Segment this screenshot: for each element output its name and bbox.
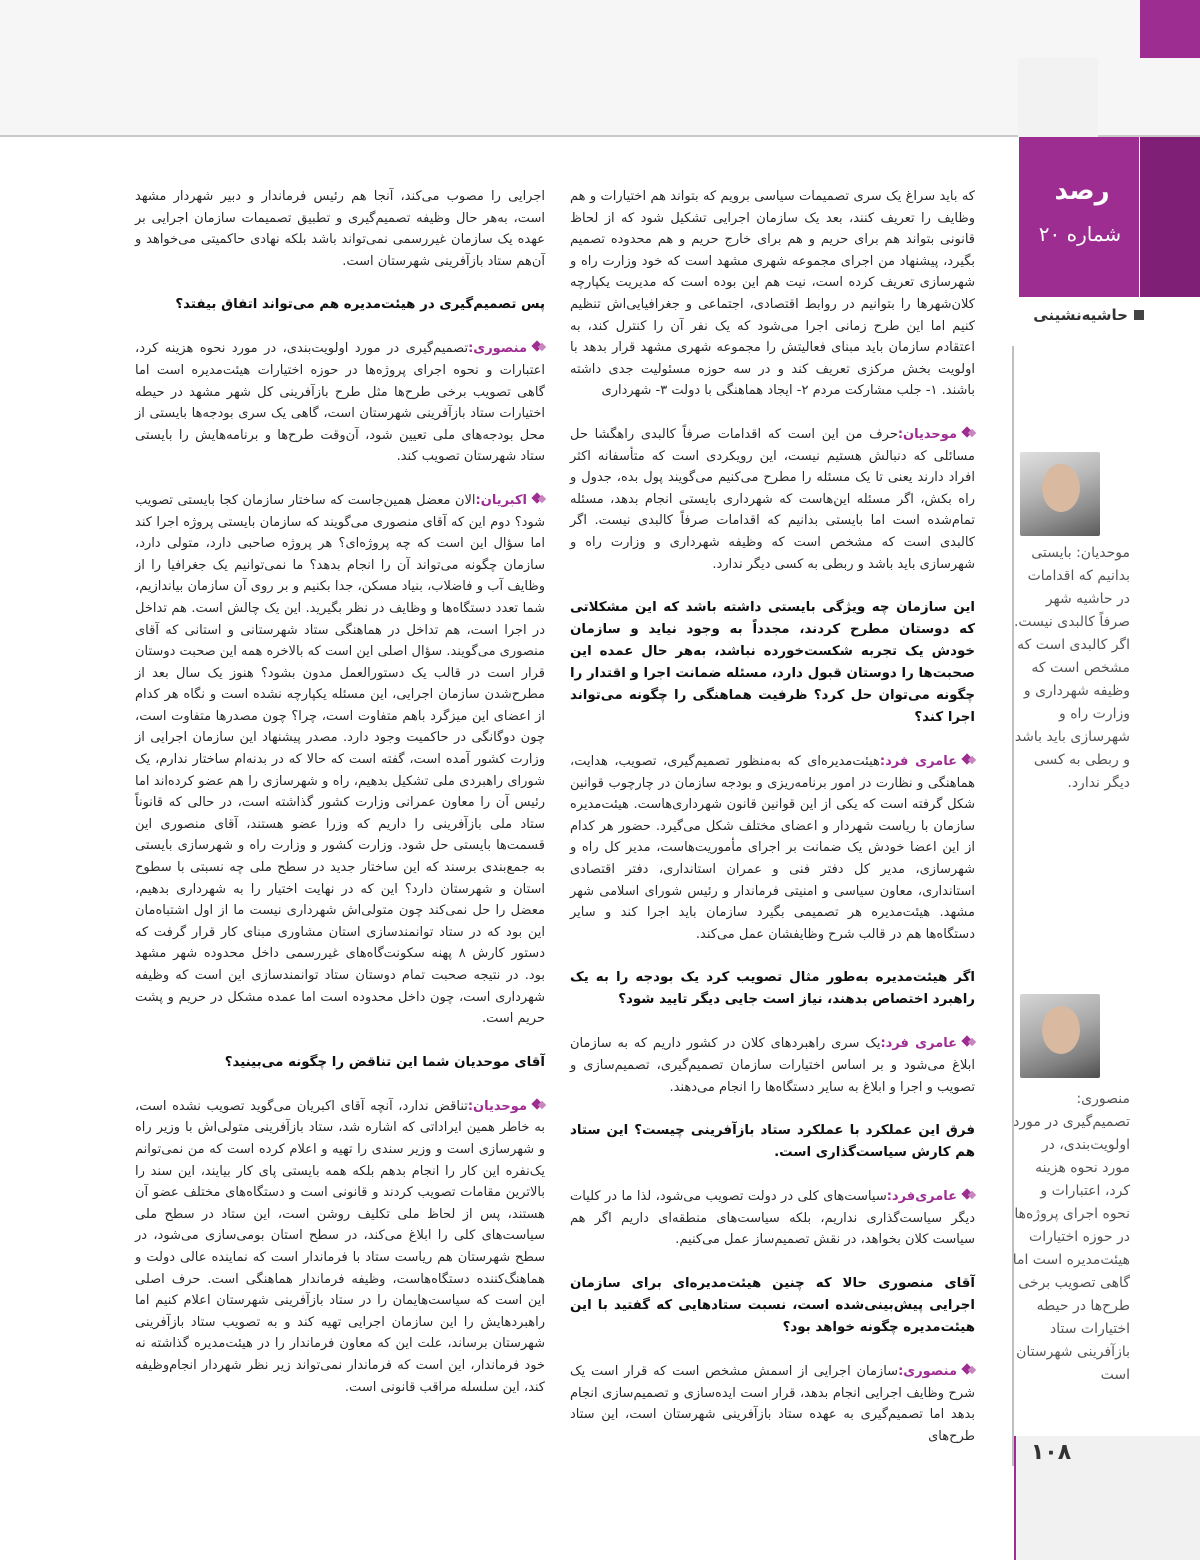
speaker-name: منصوری:	[898, 1364, 957, 1379]
diamond-bullet-icon	[963, 427, 975, 439]
speaker-paragraph	[570, 1186, 975, 1251]
section-tag	[1033, 306, 1144, 324]
header-accent-bar	[1140, 0, 1200, 58]
speech-text: تصمیم‌گیری در مورد اولویت‌بندی، در مورد نحوه هزینه کرد، اعتبارات و نحوه اجرای پروژه‌ها در حوزه اختیارات هیئت‌مدیره است اما گاهی تصویب برخی طرح‌ها مثل طرح بازآفرینی کل شهر مشهد در حیطه اختیارات ستاد بازآفرینی شهرستان است، گاهی یک سری بودجه‌ها بایستی از محل بودجه‌های ملی تعیین شود، آن‌وقت طرح‌ها و برنامه‌هایش را بایستی ستاد شهرستان تصویب کند.	[135, 341, 545, 465]
speaker-paragraph	[570, 751, 975, 945]
interview-question: آقای موحدیان شما این تناقض را چگونه می‌بینید؟	[224, 1054, 545, 1070]
diamond-bullet-icon	[963, 1036, 975, 1048]
interview-question: این سازمان چه ویژگی بایستی داشته باشد که این مشکلاتی که دوستان مطرح کردند، مجدداً به وجود نیاید و سازمان خودش یک تجربه شکست‌خورده نباشد، به‌هر حال عمده این صحبت‌ها را دوستان قبول دارد، مسئله ضمانت اجرا و اقتدار را چگونه می‌توان حل کرد؟ ظرفیت هماهنگی را چگونه می‌تواند اجرا کند؟	[570, 600, 975, 726]
page-number: ۱۰۸	[1030, 1440, 1072, 1465]
body-paragraph: اجرایی را مصوب می‌کند، آنجا هم رئیس فرماندار و دبیر شهردار مشهد است، به‌هر حال وظیفه تصمیم‌گیری و تطبیق تصمیمات سازمان اجرایی بر عهده یک سازمان غیررسمی نمی‌تواند باشد بلکه نهادی حاکمیتی می‌خواهد و آن‌هم ستاد بازآفرینی شهرستان است.	[135, 189, 545, 269]
speaker-paragraph	[570, 424, 975, 575]
article-column-right	[570, 186, 975, 1469]
header-corner-block	[1018, 58, 1098, 138]
diamond-bullet-icon	[963, 1189, 975, 1201]
speaker-name: اکبریان:	[475, 492, 527, 508]
speaker-paragraph	[570, 1361, 975, 1447]
speaker-name: عامری‌فرد:	[886, 1189, 957, 1205]
speaker-paragraph	[135, 1096, 545, 1398]
speaker-name: عامری فرد:	[879, 754, 957, 770]
speaker-name: موحدیان:	[467, 1098, 527, 1114]
section-tag-label: حاشیه‌نشینی	[1033, 306, 1128, 324]
speech-text: سازمان اجرایی از اسمش مشخص است که قرار است یک شرح وظایف اجرایی انجام بدهد، قرار است ایده‌سازی و تصمیم‌سازی انجام بدهد اما تصمیم‌گیری به عهده ستاد بازآفرینی شهرستان است، این ستاد طرح‌های	[570, 1364, 975, 1444]
speaker-paragraph	[135, 338, 545, 468]
portrait-photo-mansouri	[1020, 994, 1100, 1078]
speech-text: سیاست‌های کلی در دولت تصویب می‌شود، لذا ما در کلیات دیگر سیاست‌گذاری نداریم، بلکه سیاست‌های منطقه‌ای داریم اگر هم سیاست کلان بخواهد، در نقش تصمیم‌ساز عمل می‌کنیم.	[570, 1189, 975, 1248]
speech-text: الان معضل همین‌جاست که ساختار سازمان کجا بایستی تصویب شود؟ دوم این که آقای منصوری می‌گویند که سازمان بایستی پروژه اجرا کند اما سؤال این است که چه پروژه‌ای؟ هر پروژه صاحبی دارد، متولی دارد، سازمان چگونه می‌تواند آن را انجام بدهد؟ ما نمی‌توانیم یک جغرافیا را از وظایف آب و فاضلاب، بنیاد مسکن، جدا بکنیم و بر روی آن سازمان بیاندازیم، شما تعدد دستگاه‌ها و وظایف در نظر بگیرید. این یک چالش است. هم تداخل در اجرا است، هم تداخل در هماهنگی ستاد شهرستانی و استانی که آقای منصوری می‌گویند. سؤال اصلی این است که بالاخره همه این صحبت دوستان قرار است در قالب یک دستورالعمل مدون بشود؟ هنوز یک سال بعد از مطرح‌شدن سازمان اجرایی، این مسئله یکپارچه نشده است و نگاه هر کدام از اعضای این میزگرد باهم متفاوت است، چرا؟ چون مصدرها متفاوت است، چون دوگانگی در حاکمیت وجود دارد. مصدر پیشنهاد این سازمان اجرایی از وزارت کشور آمده است، گفته است که حالا که در بدنه‌ام ساختار ندارم، یک شورای راهبردی ملی تشکیل بدهیم، راه و شهرسازی را هم عضو کرده‌اند اما رئیس آن را معاون عمرانی وزارت کشور گذاشته است، در حالی که قانوناً ستاد ملی بازآفرینی را داریم که وزرا عضو هستند، آقای منصوری این قسمت‌ها بایستی حل شود. وزارت کشور و وزارت راه و شهرسازی بایستی به جمع‌بندی برسند که این ساختار جدید در سطح ملی چه نسبتی با سطوح استان و شهرستان دارد؟ این که در نهایت اختیار را به شهرداری بدهیم، معضل را حل نمی‌کند چون متولی‌اش شهرداری نیست ما از اول اشتباه‌مان این بود که در ستاد توانمندسازی استان مشاوری مبنای کار قرار گرفت که دستور کارش ۸ پهنه سکونت‌گاه‌های غیررسمی داخل محدوده شهر مشهد بود. در نتیجه صحبت تمام دوستان ستاد توانمندسازی این است که وظیفه شهرداری است، چون داخل محدوده است اما عمده مشکل در حریم و پشت حریم است.	[135, 492, 545, 1027]
speech-text: تناقض ندارد، آنچه آقای اکبریان می‌گوید تصویب نشده است، به خاطر همین ایراداتی که اشاره شد، ستاد بازآفرینی متولی‌اش با وزیر راه و شهرسازی است و وزیر سندی را تهیه و اعلام کرده است که من نمی‌توانم یک‌نفره این کار را انجام بدهم بلکه همه بایستی پای کار بیایند، این سند را بالاترین مقامات تصویب کردند و قانونی است و دستگاه‌های مختلف عضو آن هستند، پس از لحاظ ملی تکلیف روشن است، این ستاد در سطح ملی سیاست‌های کلی را ابلاغ می‌کند، در سطح استان بومی‌سازی می‌شود، در سطح شهرستان هم ریاست ستاد با فرماندار است که نماینده عالی دولت و هماهنگ‌کننده دستگاه‌هاست، وظیفه فرماندار هماهنگی است. حرف اصلی این است که سیاست‌هایمان را در ستاد بازآفرینی شهرستان اعلام کنیم اما راهبردهایش را این سازمان اجرایی تهیه کند و به تصویب ستاد بازآفرینی شهرستان برساند، علت این که معاون فرماندار را در هیئت‌مدیره گذاشته نه خود فرماندار، این است که فرماندار نمی‌تواند زیر نظر شهردار انجام‌وظیفه کند، این سلسله مراقب قانونی است.	[135, 1098, 545, 1395]
square-bullet-icon	[1134, 310, 1144, 320]
pull-quote: موحدیان: بایستی بدانیم که اقدامات در حاشیه شهر صرفاً کالبدی نیست. اگر کالبدی است که مشخص است که وظیفه شهرداری و وزارت راه و شهرسازی باید باشد و ربطی به کسی دیگر ندارد.	[1013, 545, 1130, 791]
diamond-bullet-icon	[533, 1099, 545, 1111]
article-column-left	[135, 186, 545, 1420]
issue-number: شماره ۲۰	[1038, 222, 1122, 246]
speech-text: هیئت‌مدیره‌ای که به‌منظور تصمیم‌گیری، تصویب، هدایت، هماهنگی و نظارت در امور برنامه‌ریزی و بودجه سازمان در چارچوب قوانین شکل گرفته است که یکی از این قوانین قانون شهرداری‌هاست. هیئت‌مدیره سازمان با ریاست شهردار و اعضای مختلف شکل می‌گیرد. حضور هر کدام از این اعضا خودش یک ضمانت بر اجرای مأموریت‌هاست، مدیر کل راه و شهرسازی، مدیر کل دفتر فنی و عمران استانداری، دفتر اقتصادی استانداری، معاون سیاسی و امنیتی فرماندار و رئیس شورای اسلامی شهر مشهد. هیئت‌مدیره هر تصمیمی بگیرد سازمان باید اجرا کند و سایر دستگاه‌ها هم در قالب شرح وظایفشان عمل می‌کند.	[570, 754, 975, 942]
speaker-paragraph	[135, 490, 545, 1030]
interview-question: پس تصمیم‌گیری در هیئت‌مدیره هم می‌تواند اتفاق بیفتد؟	[175, 297, 545, 313]
body-paragraph: که باید سراغ یک سری تصمیمات سیاسی برویم که بتواند هم اختیارات و هم وظایف را تعریف کنند، بعد یک سازمان اجرایی تشکیل شود که از لحاظ قانونی بتواند هم برای حریم و هم برای خارج حریم و هم محدوده تصمیم بگیرد، پیشنهاد من اجرای مجموعه شهری مشهد است که خود وزارت راه و شهرسازی تعریف کرده است، نیت هم این بوده است که مدیریت یکپارچه کلان‌شهرها را بتوانیم در روابط اقتصادی، اجتماعی و جغرافیایی‌اش تنظیم کنیم اما این طرح زمانی اجرا می‌شود که یک نفر آن را کنترل کند، به اعتقادم سازمان باید مبنای فعالیتش را مجموعه شهری مشهد قرار بدهد با اولویت بخش مرکزی تعریف کند و در سه حوزه مسئولیت جدی داشته باشند. ۱- جلب مشارکت مردم ۲- ایجاد هماهنگی با دولت ۳- شهرداری	[570, 189, 975, 399]
speaker-name: منصوری:	[468, 341, 527, 357]
diamond-bullet-icon	[533, 341, 545, 353]
speech-text: یک سری راهبردهای کلان در کشور داریم که به سازمان ابلاغ می‌شود و بر اساس اختیارات سازمان تصمیم‌گیری، تصمیم‌سازی و تصویب و اجرا و ابلاغ به سایر دستگاه‌ها را انجام می‌دهند.	[570, 1036, 975, 1095]
magazine-tab	[1019, 137, 1139, 297]
diamond-bullet-icon	[963, 754, 975, 766]
magazine-logo: رصد	[1054, 176, 1110, 206]
speaker-paragraph	[570, 1033, 975, 1098]
speaker-name: موحدیان:	[897, 426, 957, 442]
magazine-tab-edge	[1140, 137, 1200, 297]
portrait-face	[1042, 464, 1080, 512]
diamond-bullet-icon	[533, 493, 545, 505]
pull-quote: منصوری: تصمیم‌گیری در مورد اولویت‌بندی، در مورد نحوه هزینه کرد، اعتبارات و نحوه اجرای پروژه‌ها در حوزه اختیارات هیئت‌مدیره است اما گاهی تصویب برخی طرح‌ها در حیطه اختیارات ستاد بازآفرینی شهرستان است	[1012, 1091, 1130, 1383]
interview-question: اگر هیئت‌مدیره به‌طور مثال تصویب کرد یک بودجه را به یک راهبرد اختصاص بدهند، نیاز است جایی دیگر تایید شود؟	[570, 970, 975, 1008]
footer-accent-line	[1014, 1436, 1016, 1560]
speech-text: حرف من این است که اقدامات صرفاً کالبدی راهگشا حل مسائلی که دنبالش هستیم نیست، این رویکردی است که متأسفانه اکثر افراد دارند یعنی تا یک مسئله را مطرح می‌کنیم می‌گویند پول بده، جدول و راه بکش، اگر مسئله این‌هاست که شهرداری بایستی انجام بدهد، مسئله تمام‌شده است اما بایستی بدانیم که اقدامات صرفاً کالبدی نیست. اگر کالبدی است که مشخص است که وظیفه شهرداری و وزارت راه و شهرسازی باید باشد و ربطی به کسی دیگر ندارد.	[570, 426, 975, 572]
interview-question: آقای منصوری حالا که چنین هیئت‌مدیره‌ای برای سازمان اجرایی پیش‌بینی‌شده است، نسبت ستادهایی که گفتید با این هیئت‌مدیره چگونه خواهد بود؟	[570, 1276, 975, 1335]
diamond-bullet-icon	[963, 1364, 975, 1376]
portrait-photo-movahedian	[1020, 452, 1100, 536]
speaker-name: عامری فرد:	[880, 1036, 957, 1052]
portrait-face	[1042, 1006, 1080, 1054]
interview-question: فرق این عملکرد با عملکرد ستاد بازآفرینی چیست؟ این ستاد هم کارش سیاست‌گذاری است.	[570, 1123, 975, 1161]
